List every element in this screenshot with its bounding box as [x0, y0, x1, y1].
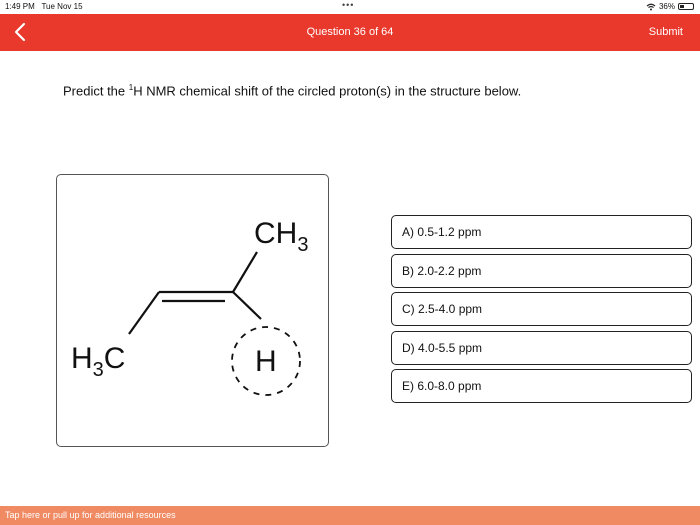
answer-choices — [391, 215, 692, 408]
molecule-drawing — [57, 175, 330, 448]
choice-e[interactable]: E) 6.0-8.0 ppm — [391, 369, 692, 403]
battery-percent: 36% — [658, 2, 675, 11]
question-counter: Question 36 of 64 — [306, 26, 394, 38]
circled-h-label: H — [255, 345, 277, 378]
submit-button[interactable]: Submit — [648, 26, 683, 38]
status-time: 1:49 PM Tue Nov 15 — [5, 2, 83, 11]
battery-fill — [680, 5, 684, 8]
status-right — [646, 2, 694, 11]
choice-b[interactable]: B) 2.0-2.2 ppm — [391, 254, 692, 288]
choice-c[interactable]: C) 2.5-4.0 ppm — [391, 292, 692, 326]
battery-icon — [678, 3, 694, 10]
structure-image — [56, 174, 329, 447]
wifi-icon — [646, 3, 656, 11]
status-bar — [0, 0, 700, 14]
choice-d[interactable]: D) 4.0-5.5 ppm — [391, 331, 692, 365]
top-navbar — [0, 14, 700, 51]
choice-a[interactable]: A) 0.5-1.2 ppm — [391, 215, 692, 249]
multitask-dots[interactable]: ••• — [342, 0, 355, 10]
resources-footer[interactable]: Tap here or pull up for additional resources — [0, 506, 700, 525]
question-text: Predict the $^1$H NMR chemical shift of the circled proton(s) in the structure below. — [63, 83, 522, 99]
ch3-label: $CH_3$ — [254, 217, 309, 256]
h3c-label: $H_3C$ — [71, 342, 126, 381]
